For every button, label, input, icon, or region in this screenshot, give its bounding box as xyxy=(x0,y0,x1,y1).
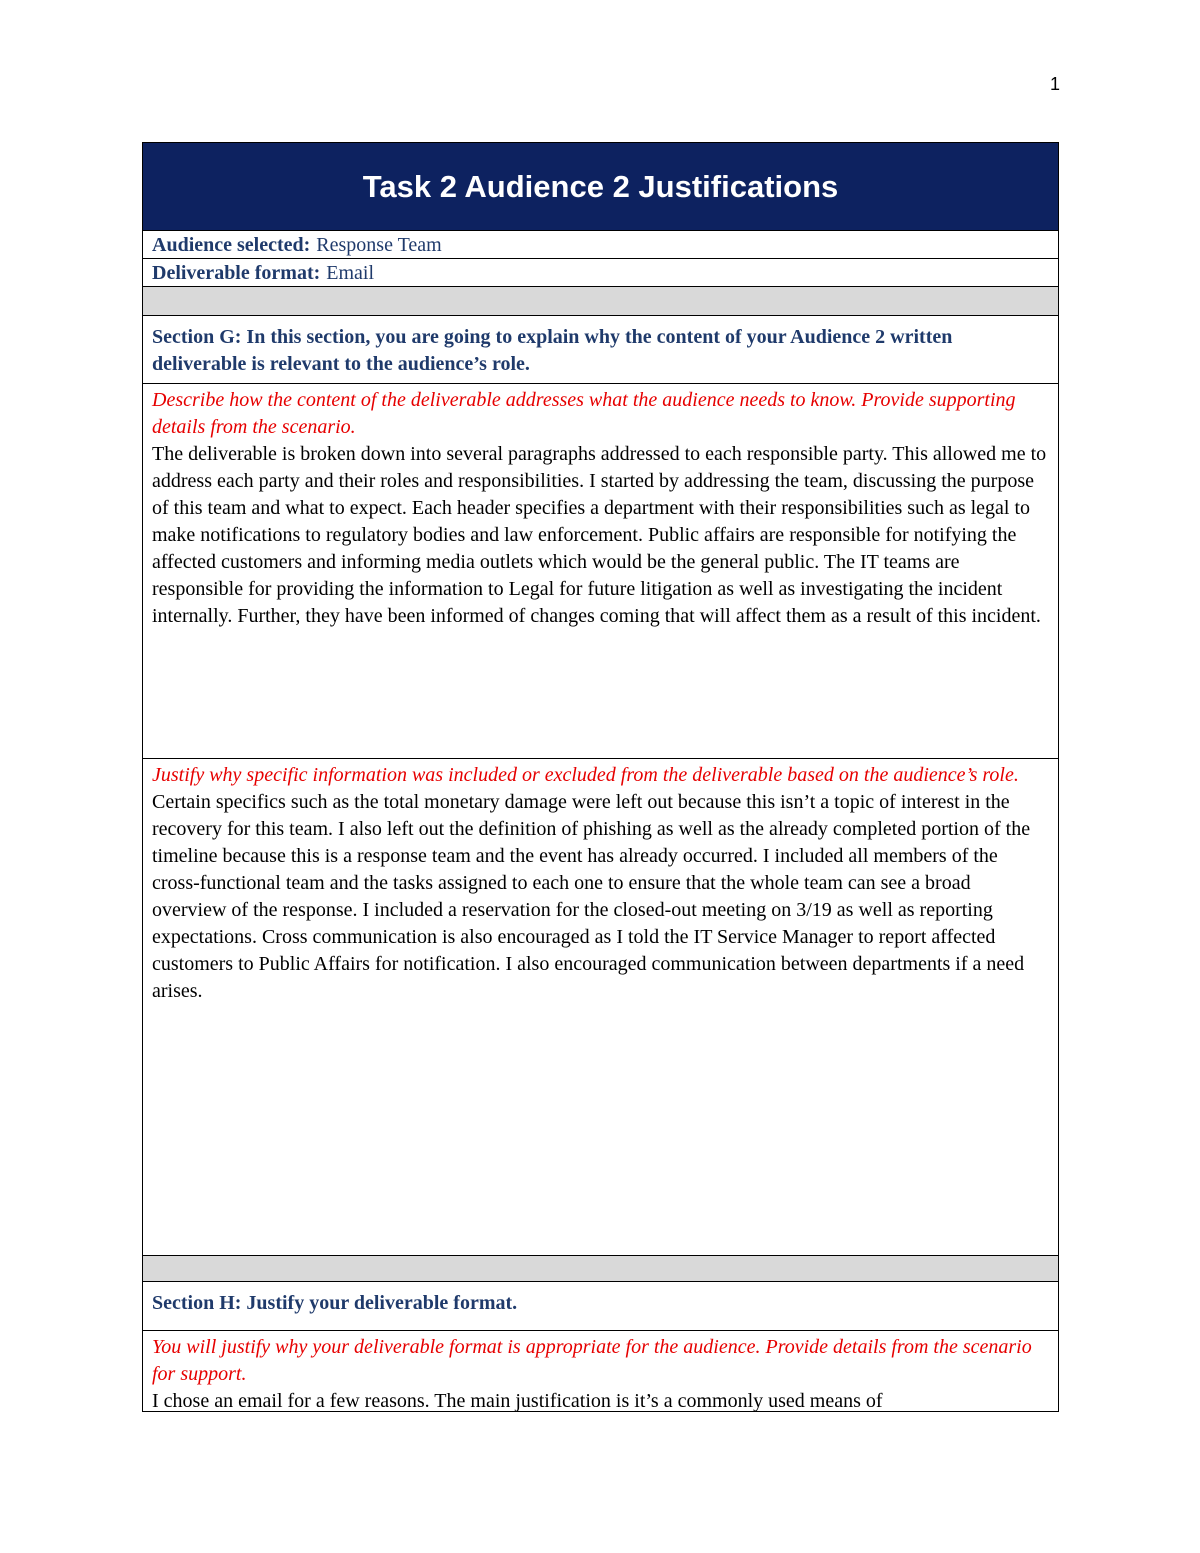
section-g-prompt-2: Justify why specific information was included or excluded from the deliverable based on the audience’s role. xyxy=(152,764,1019,786)
section-g-answer-1[interactable]: The deliverable is broken down into several paragraphs addressed to each responsible party. This allowed me to address each party and their roles and responsibilities. I started by addressing the team, discussing the purpose of this team and what to expect. Each header specifies a department with their responsibilities such as legal to make notifications to regulatory bodies and law enforcement. Public affairs are responsible for notifying the affected customers and informing media outlets which would be the general public. The IT teams are responsible for providing the information to Legal for future litigation as well as investigating the incident internally. Further, they have been informed of changes coming that will affect them as a result of this incident. xyxy=(152,443,1047,627)
format-label: Deliverable format: xyxy=(152,262,321,284)
section-h-content-cell[interactable] xyxy=(143,1331,1058,1412)
page-number: 1 xyxy=(1049,74,1060,94)
section-g-heading: Section G: In this section, you are going to explain why the content of your Audience 2 written deliverable is relevant to the audience’s role. xyxy=(143,316,1058,384)
justification-table xyxy=(142,142,1059,1412)
section-g-justify-cell[interactable] xyxy=(143,759,1058,1256)
document-title: Task 2 Audience 2 Justifications xyxy=(362,168,839,204)
section-h-prompt: You will justify why your deliverable format is appropriate for the audience. Provide details from the scenario for support. xyxy=(152,1336,1032,1385)
separator-row-2 xyxy=(143,1256,1058,1282)
section-g-answer-2[interactable]: Certain specifics such as the total monetary damage were left out because this isn’t a topic of interest in the recovery for this team. I also left out the definition of phishing as well as the already completed portion of the timeline because this is a response team and the event has already occurred. I included all members of the cross-functional team and the tasks assigned to each one to ensure that the whole team can see a broad overview of the response. I included a reservation for the closed-out meeting on 3/19 as well as reporting expectations. Cross communication is also encouraged as I told the IT Service Manager to report affected customers to Public Affairs for notification. I also encouraged communication between departments if a need arises. xyxy=(152,791,1031,1002)
separator-row-1 xyxy=(143,287,1058,316)
format-value[interactable]: Email xyxy=(326,262,375,284)
title-bar xyxy=(143,143,1058,231)
section-g-prompt-1: Describe how the content of the deliverable addresses what the audience needs to know. Provide supporting details from the scenario. xyxy=(152,389,1016,438)
audience-label: Audience selected: xyxy=(152,234,311,256)
section-h-answer[interactable]: I chose an email for a few reasons. The main justification is it’s a commonly used means of xyxy=(152,1390,883,1412)
section-h-heading: Section H: Justify your deliverable format. xyxy=(143,1282,1058,1331)
audience-row xyxy=(143,231,1058,259)
section-g-content-cell[interactable] xyxy=(143,384,1058,759)
audience-value[interactable]: Response Team xyxy=(316,234,442,256)
format-row xyxy=(143,259,1058,287)
